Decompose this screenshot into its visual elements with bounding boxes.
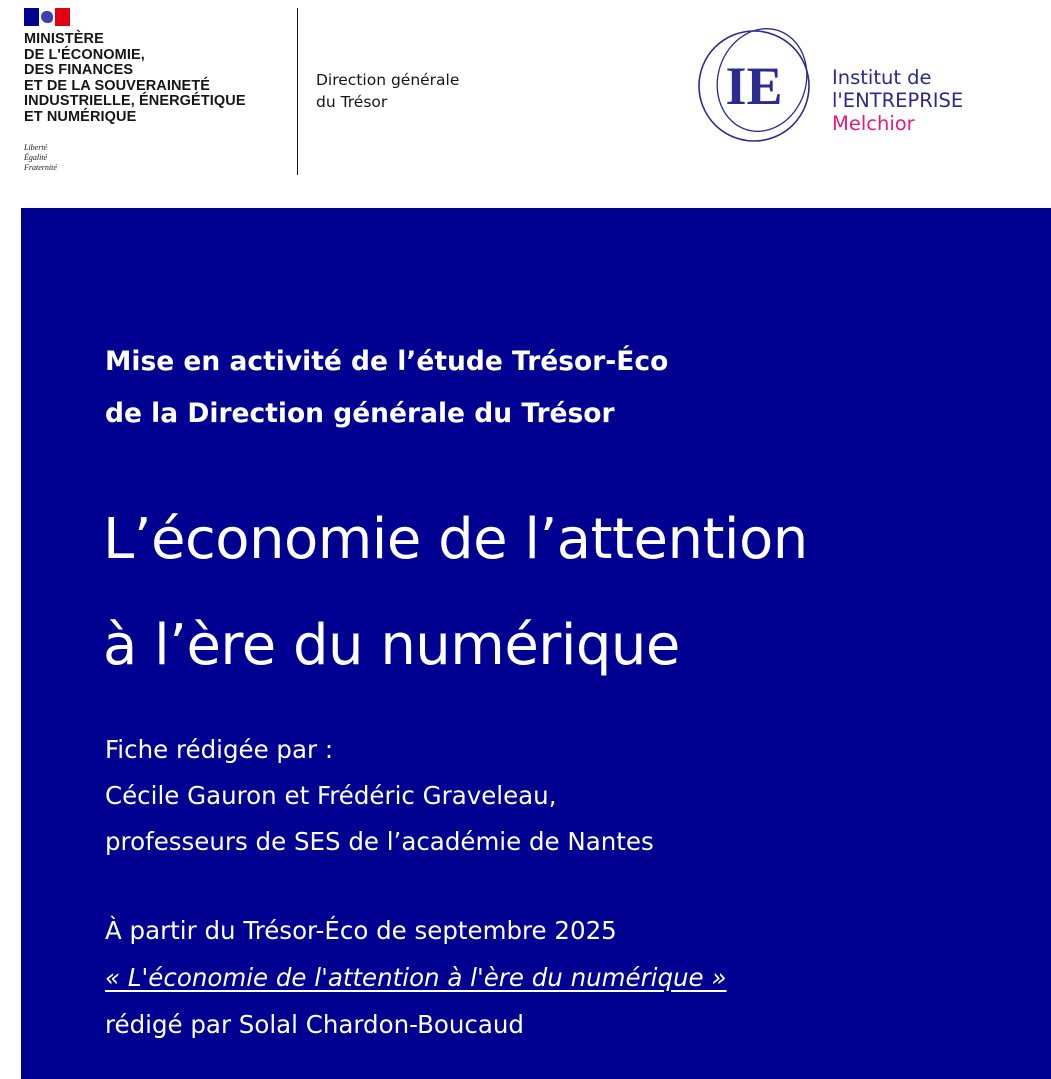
motto-line: Fraternité (24, 163, 57, 172)
authors-line: Cécile Gauron et Frédéric Graveleau, (105, 781, 557, 810)
ministry-line: DES FINANCES (24, 62, 134, 79)
marianne-flag-icon (24, 8, 70, 26)
source-intro: À partir du Trésor-Éco de septembre 2025 (105, 916, 617, 945)
ministry-line: INDUSTRIELLE, ÉNERGÉTIQUE (24, 93, 246, 110)
header (0, 0, 1051, 208)
republic-motto (24, 143, 57, 173)
ministry-name (24, 32, 294, 126)
partner-sub-name: Melchior (832, 112, 915, 135)
source-byline: rédigé par Solal Chardon-Boucaud (105, 1010, 524, 1039)
subtitle-line: de la Direction générale du Trésor (105, 398, 615, 429)
cover-subtitle (105, 336, 668, 440)
partner-name-line: Institut de (832, 66, 932, 89)
authors-line: Fiche rédigée par : (105, 735, 334, 764)
partner-name (832, 66, 963, 135)
direction-line: du Trésor (316, 93, 388, 111)
source-block (105, 907, 727, 1048)
ministry-line: DE L'ÉCONOMIE, (24, 46, 145, 63)
ministry-line: ET NUMÉRIQUE (24, 108, 137, 125)
authors-block (105, 727, 654, 865)
authors-line: professeurs de SES de l’académie de Nantes (105, 827, 654, 856)
ministry-line: ET DE LA SOUVERAINETÉ (24, 77, 211, 94)
header-divider (297, 8, 298, 175)
title-line: à l’ère du numérique (103, 613, 680, 678)
title-line: L’économie de l’attention (103, 507, 808, 572)
source-link[interactable]: « L'économie de l'attention à l'ère du numérique » (105, 963, 727, 992)
ministry-line: MINISTÈRE (24, 31, 104, 47)
direction-name (316, 69, 459, 113)
cover-title (103, 487, 808, 699)
motto-line: Liberté (24, 143, 48, 152)
partner-name-line: l'ENTREPRISE (832, 89, 964, 112)
ie-monogram-text: IE (725, 56, 783, 116)
cover-panel (21, 208, 1051, 1079)
motto-line: Égalité (24, 153, 48, 162)
direction-line: Direction générale (316, 71, 460, 89)
subtitle-line: Mise en activité de l’étude Trésor-Éco (105, 346, 669, 377)
ie-monogram-icon (696, 26, 816, 144)
